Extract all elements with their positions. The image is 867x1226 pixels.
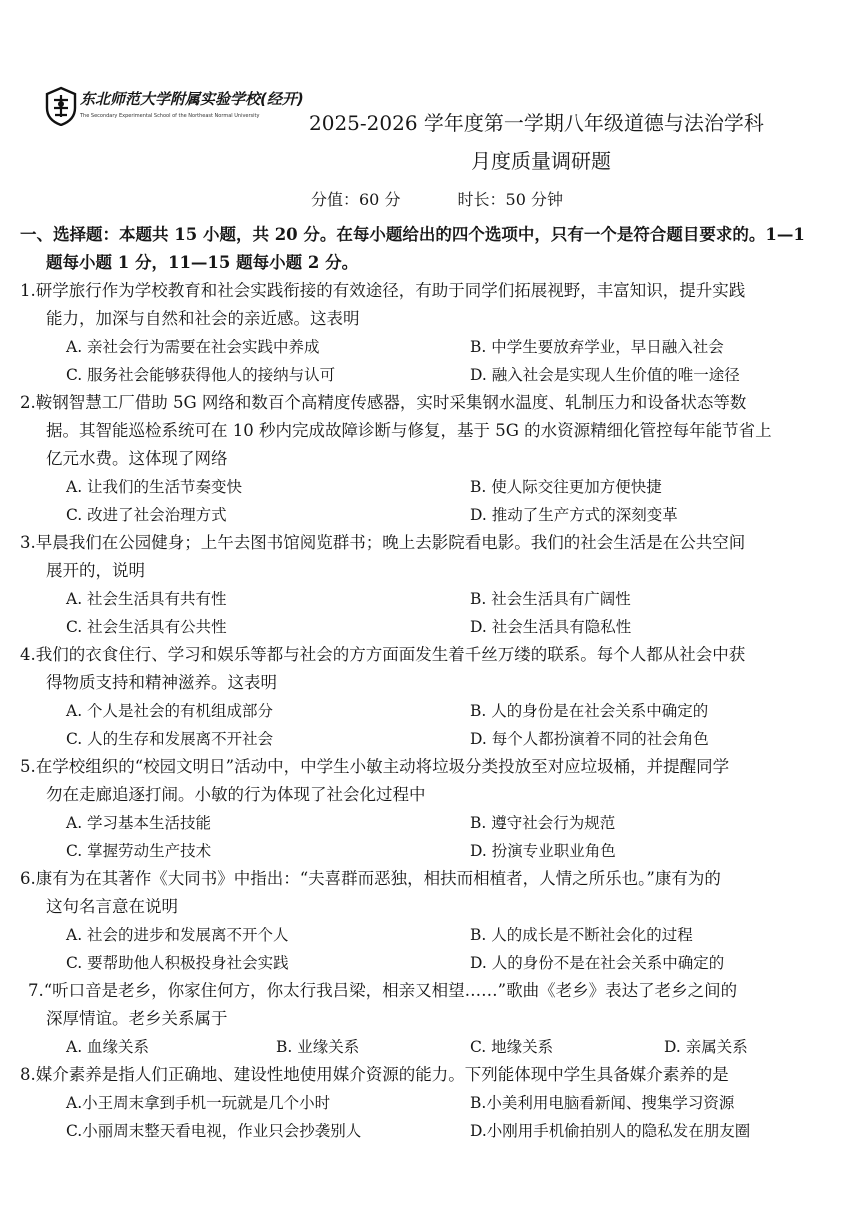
question-stem: 亿元水费。这体现了网络	[46, 449, 228, 468]
school-name-english: The Secondary Experimental School of the Northeast Normal University	[80, 113, 260, 119]
option-d: D. 社会生活具有隐私性	[470, 618, 632, 636]
question-stem: 4.我们的衣食住行、学习和娱乐等都与社会的方方面面发生着千丝万缕的联系。每个人都从社会中获	[20, 645, 746, 664]
question-stem: 2.鞍钢智慧工厂借助 5G 网络和数百个高精度传感器，实时采集钢水温度、轧制压力和设备状态等数	[20, 393, 747, 412]
option-d: D. 每个人都扮演着不同的社会角色	[470, 730, 709, 748]
question-stem: 8.媒介素养是指人们正确地、建设性地使用媒介资源的能力。下列能体现中学生具备媒介素养的是	[20, 1065, 729, 1084]
option-a: A. 血缘关系	[66, 1038, 150, 1056]
score-label: 分值：60 分	[311, 190, 401, 209]
option-c: C. 地缘关系	[470, 1038, 554, 1056]
option-a: A.小王周末拿到手机一玩就是几个小时	[66, 1094, 331, 1112]
option-b: B. 使人际交往更加方便快捷	[470, 478, 662, 496]
option-b: B.小美利用电脑看新闻、搜集学习资源	[470, 1094, 735, 1112]
option-d: D. 推动了生产方式的深刻变革	[470, 506, 678, 524]
school-seal-icon	[44, 86, 78, 126]
option-a: A. 个人是社会的有机组成部分	[66, 702, 274, 720]
option-d: D. 融入社会是实现人生价值的唯一途径	[470, 366, 740, 384]
option-a: A. 让我们的生活节奏变快	[66, 478, 243, 496]
option-c: C. 服务社会能够获得他人的接纳与认可	[66, 366, 336, 384]
duration-label: 时长：50 分钟	[457, 190, 563, 209]
exam-title: 2025-2026 学年度第一学期八年级道德与法治学科	[309, 111, 764, 135]
option-c: C. 人的生存和发展离不开社会	[66, 730, 274, 748]
option-b: B. 人的成长是不断社会化的过程	[470, 926, 693, 944]
question-stem: 展开的，说明	[46, 561, 145, 580]
section-heading: 一、选择题：本题共 15 小题，共 20 分。在每小题给出的四个选项中，只有一个是符合题目要求的。1—1	[20, 225, 805, 244]
question-stem: 6.康有为在其著作《大同书》中指出：“夫喜群而恶独，相扶而相植者，人情之所乐也。”康有为的	[20, 869, 721, 888]
option-a: A. 学习基本生活技能	[66, 814, 212, 832]
option-b: B. 人的身份是在社会关系中确定的	[470, 702, 709, 720]
option-c: C. 要帮助他人积极投身社会实践	[66, 954, 289, 972]
question-stem: 据。其智能巡检系统可在 10 秒内完成故障诊断与修复，基于 5G 的水资源精细化管控每年能节省上	[46, 421, 772, 440]
exam-meta	[311, 187, 563, 210]
option-b: B. 社会生活具有广阔性	[470, 590, 631, 608]
question-stem: 3.早晨我们在公园健身；上午去图书馆阅览群书；晚上去影院看电影。我们的社会生活是在公共空间	[20, 533, 746, 552]
question-stem: 1.研学旅行作为学校教育和社会实践衔接的有效途径，有助于同学们拓展视野，丰富知识，提升实践	[20, 281, 746, 300]
question-stem: 这句名言意在说明	[46, 897, 178, 916]
option-a: A. 亲社会行为需要在社会实践中养成	[66, 338, 320, 356]
option-c: C. 社会生活具有公共性	[66, 618, 227, 636]
option-c: C.小丽周末整天看电视，作业只会抄袭别人	[66, 1122, 362, 1140]
question-stem: 深厚情谊。老乡关系属于	[46, 1009, 228, 1028]
exam-subtitle: 月度质量调研题	[471, 149, 611, 173]
school-logo	[44, 86, 304, 130]
section-heading-cont: 题每小题 1 分，11—15 题每小题 2 分。	[46, 253, 359, 272]
question-stem: 得物质支持和精神滋养。这表明	[46, 673, 277, 692]
option-b: B. 遵守社会行为规范	[470, 814, 616, 832]
option-a: A. 社会的进步和发展离不开个人	[66, 926, 289, 944]
question-stem: 5.在学校组织的“校园文明日”活动中，中学生小敏主动将垃圾分类投放至对应垃圾桶，并提醒同学	[20, 757, 730, 776]
option-b: B. 中学生要放弃学业，早日融入社会	[470, 338, 724, 356]
option-d: D. 人的身份不是在社会关系中确定的	[470, 954, 725, 972]
option-d: D. 亲属关系	[664, 1038, 748, 1056]
option-a: A. 社会生活具有共有性	[66, 590, 227, 608]
question-stem: 能力，加深与自然和社会的亲近感。这表明	[46, 309, 360, 328]
option-b: B. 业缘关系	[276, 1038, 360, 1056]
option-d: D. 扮演专业职业角色	[470, 842, 616, 860]
option-c: C. 改进了社会治理方式	[66, 506, 227, 524]
question-stem: 7.“听口音是老乡，你家住何方，你太行我吕梁，相亲又相望……”歌曲《老乡》表达了老乡之间的	[28, 981, 738, 1000]
option-c: C. 掌握劳动生产技术	[66, 842, 212, 860]
school-name: 东北师范大学附属实验学校(经开)	[80, 90, 304, 108]
option-d: D.小刚用手机偷拍别人的隐私发在朋友圈	[470, 1122, 751, 1140]
question-stem: 勿在走廊追逐打闹。小敏的行为体现了社会化过程中	[46, 785, 426, 804]
